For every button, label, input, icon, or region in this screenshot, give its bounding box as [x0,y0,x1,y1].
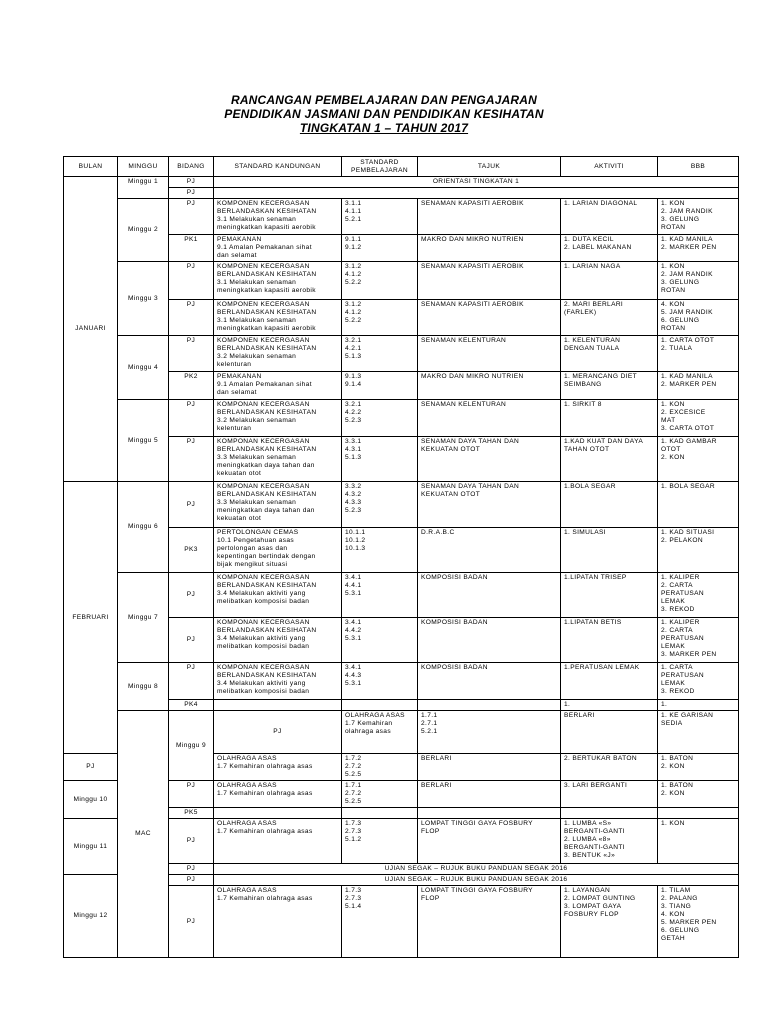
bbb-cell: 1. KAD MANILA 2. MARKER PEN [658,235,739,262]
sk-cell: KOMPONAN KECERGASAN BERLANDASKAN KESIHATAN 3.3 Melakukan senaman meningkatkan daya tahan dan kekuatan otot [214,482,342,528]
bbb-cell: 1. BOLA SEGAR [658,482,739,528]
bidang-cell: PJ [169,177,214,188]
sk-cell: KOMPONEN KECERGASAN BERLANDASKAN KESIHATAN 3.1 Melakukan senaman meningkatkan kapasiti aerobik [214,262,342,300]
week-cell: Minggu 6 [118,482,169,573]
sp-cell: 3.1.1 4.1.1 5.2.1 [342,199,418,235]
col-header: MINGGU [118,157,169,177]
sk-cell: KOMPONEN KECERGASAN BERLANDASKAN KESIHATAN 3.2 Melakukan senaman kelenturan [214,336,342,372]
sp-cell: 3.3.2 4.3.2 4.3.3 5.2.3 [342,482,418,528]
aktiviti-cell: 1. SIMULASI [561,528,658,573]
col-header: AKTIVITI [561,157,658,177]
bidang-cell: PJ [214,711,342,754]
sk-cell [214,808,342,819]
sk-cell: PERTOLONGAN CEMAS 10.1 Pengetahuan asas pertolongan asas dan kepentingan bertindak dengan bijak mengikut situasi [214,528,342,573]
sp-cell: 1.7.1 2.7.1 5.2.1 [418,711,561,754]
bbb-cell: 1. TILAM 2. PALANG 3. TIANG 4. KON 5. MARKER PEN 6. GELUNG GETAH [658,886,739,958]
note-cell: ORIENTASI TINGKATAN 1 [214,177,739,188]
col-header: BBB [658,157,739,177]
sp-cell: 10.1.1 10.1.2 10.1.3 [342,528,418,573]
sk-cell [214,700,342,711]
sk-cell: KOMPONAN KECERGASAN BERLANDASKAN KESIHATAN 3.3 Melakukan senaman meningkatkan daya tahan dan kekuatan otot [214,437,342,482]
note-cell: UJIAN SEGAK – RUJUK BUKU PANDUAN SEGAK 2016 [214,864,739,875]
bidang-cell: PJ [169,336,214,372]
sp-cell: 1.7.1 2.7.2 5.2.5 [342,781,418,808]
sp-cell: 3.1.2 4.1.2 5.2.2 [342,300,418,336]
bbb-cell [658,808,739,819]
week-cell: Minggu 1 [118,177,169,199]
sk-cell: KOMPONAN KECERGASAN BERLANDASKAN KESIHATAN 3.4 Melakukan aktiviti yang melibatkan komposisi badan [214,573,342,618]
sk-cell: OLAHRAGA ASAS 1.7 Kemahiran olahraga asas [214,819,342,864]
week-cell: Minggu 7 [118,573,169,663]
bidang-cell: PK1 [169,235,214,262]
sp-cell: 1.7.3 2.7.3 5.1.4 [342,886,418,958]
bbb-cell: 1. KON 2. JAM RANDIK 3. GELUNG ROTAN [658,199,739,235]
table-row [64,400,739,437]
sp-cell: 3.2.1 4.2.2 5.2.3 [342,400,418,437]
bidang-cell: PK2 [169,372,214,400]
month-cell: FEBRUARI [64,482,118,754]
table-row [64,177,739,188]
col-header: STANDARD PEMBELAJARAN [342,157,418,177]
aktiviti-cell: 2. MARI BERLARI (FARLEK) [561,300,658,336]
tajuk-cell [418,700,561,711]
doc-title-3: TINGKATAN 1 – TAHUN 2017 [299,121,469,135]
sp-cell: 3.4.1 4.4.2 5.3.1 [342,618,418,663]
sp-cell: 3.1.2 4.1.2 5.2.2 [342,262,418,300]
bbb-cell: 1. KALIPER 2. CARTA PERATUSAN LEMAK 3. REKOD [658,573,739,618]
week-cell: Minggu 2 [118,199,169,262]
month-cell: MAC [118,711,169,958]
tajuk-cell [418,808,561,819]
sp-cell: 9.1.1 9.1.2 [342,235,418,262]
bidang-cell: PJ [169,886,214,958]
table-row [64,711,739,754]
tajuk-cell: SENAMAN KELENTURAN [418,400,561,437]
bbb-cell: 1. CARTA OTOT 2. TUALA [658,336,739,372]
sp-cell: 3.4.1 4.4.1 5.3.1 [342,573,418,618]
aktiviti-cell: 1. SIRKIT 8 [561,400,658,437]
sp-cell: 3.2.1 4.2.1 5.1.3 [342,336,418,372]
tajuk-cell: KOMPOSISI BADAN [418,618,561,663]
sk-cell: KOMPONEN KECERGASAN BERLANDASKAN KESIHATAN 3.1 Melakukan senaman meningkatkan kapasiti aerobik [214,300,342,336]
bbb-cell: 1. BATON 2. KON [658,754,739,781]
sk-cell: PEMAKANAN 9.1 Amalan Pemakanan sihat dan selamat [214,235,342,262]
col-header: TAJUK [418,157,561,177]
sk-cell: OLAHRAGA ASAS 1.7 Kemahiran olahraga asas [214,754,342,781]
bbb-cell: 1. CARTA PERATUSAN LEMAK 3. REKOD [658,663,739,700]
aktiviti-cell: 2. BERTUKAR BATON [561,754,658,781]
sk-cell: KOMPONAN KECERGASAN BERLANDASKAN KESIHATAN 3.4 Melakukan aktiviti yang melibatkan komposisi badan [214,663,342,700]
bidang-cell: PJ [169,262,214,300]
week-cell: Minggu 10 [64,781,118,819]
sp-cell: 1.7.3 2.7.3 5.1.2 [342,819,418,864]
aktiviti-cell: 1. LARIAN DIAGONAL [561,199,658,235]
tajuk-cell: SENAMAN KAPASITI AEROBIK [418,199,561,235]
tajuk-cell: KOMPOSISI BADAN [418,663,561,700]
bbb-cell: 1. KAD GAMBAR OTOT 2. KON [658,437,739,482]
col-header: BULAN [64,157,118,177]
tajuk-cell: SENAMAN DAYA TAHAN DAN KEKUATAN OTOT [418,437,561,482]
aktiviti-cell: 1.LIPATAN TRISEP [561,573,658,618]
bbb-cell: 1. KALIPER 2. CARTA PERATUSAN LEMAK 3. MARKER PEN [658,618,739,663]
bidang-cell: PJ [169,482,214,528]
week-cell: Minggu 8 [118,663,169,711]
sk-cell: OLAHRAGA ASAS 1.7 Kemahiran olahraga asas [214,886,342,958]
bidang-cell: PJ [169,663,214,700]
col-header: STANDARD KANDUNGAN [214,157,342,177]
doc-title-1: RANCANGAN PEMBELAJARAN DAN PENGAJARAN [230,93,538,107]
sp-cell [342,808,418,819]
sp-cell [342,700,418,711]
tajuk-cell: MAKRO DAN MIKRO NUTRIEN [418,235,561,262]
sp-cell: 1.7.2 2.7.2 5.2.5 [342,754,418,781]
week-cell: Minggu 12 [64,875,118,958]
aktiviti-cell: 3. LARI BERGANTI [561,781,658,808]
tajuk-cell: LOMPAT TINGGI GAYA FOSBURY FLOP [418,819,561,864]
week-cell: Minggu 5 [118,400,169,482]
tajuk-cell: LOMPAT TINGGI GAYA FOSBURY FLOP [418,886,561,958]
doc-title-2: PENDIDIKAN JASMANI DAN PENDIDIKAN KESIHATAN [224,107,544,121]
bidang-cell: PJ [169,875,214,886]
aktiviti-cell: 1. [561,700,658,711]
sk-cell: KOMPONAN KECERGASAN BERLANDASKAN KESIHATAN 3.2 Melakukan senaman kelenturan [214,400,342,437]
tajuk-cell: MAKRO DAN MIKRO NUTRIEN [418,372,561,400]
bbb-cell: 1. BATON 2. KON [658,781,739,808]
aktiviti-cell: 1. KELENTURAN DENGAN TUALA [561,336,658,372]
table-row [64,482,739,528]
bidang-cell: PJ [169,437,214,482]
tajuk-cell: SENAMAN KAPASITI AEROBIK [418,300,561,336]
aktiviti-cell: 1. LARIAN NAGA [561,262,658,300]
bidang-cell: PJ [169,819,214,864]
table-row [64,199,739,235]
aktiviti-cell: 1. DUTA KECIL 2. LABEL MAKANAN [561,235,658,262]
tajuk-cell: KOMPOSISI BADAN [418,573,561,618]
aktiviti-cell: 1.LIPATAN BETIS [561,618,658,663]
note-cell: UJIAN SEGAK – RUJUK BUKU PANDUAN SEGAK 2016 [214,875,739,886]
bidang-cell: PJ [169,573,214,618]
tajuk-cell: D.R.A.B.C [418,528,561,573]
bbb-cell: 1. KON 2. EXCESICE MAT 3. CARTA OTOT [658,400,739,437]
bidang-cell: PJ [169,188,214,199]
bidang-cell: PJ [169,781,214,808]
tajuk-cell: BERLARI [561,711,658,754]
table-row [64,663,739,700]
aktiviti-cell: 1.KAD KUAT DAN DAYA TAHAN OTOT [561,437,658,482]
bbb-cell: 1. KON 2. JAM RANDIK 3. GELUNG ROTAN [658,262,739,300]
sp-cell: 3.3.1 4.3.1 5.1.3 [342,437,418,482]
bidang-cell: PJ [169,300,214,336]
bbb-cell: 1. [658,700,739,711]
table-row [64,336,739,372]
bbb-cell: 1. KAD SITUASI 2. PELAKON [658,528,739,573]
bidang-cell: PK5 [169,808,214,819]
empty-cell [214,188,739,199]
tajuk-cell: SENAMAN DAYA TAHAN DAN KEKUATAN OTOT [418,482,561,528]
aktiviti-cell: 1. KE GARISAN SEDIA [658,711,739,754]
header-row [64,157,739,177]
sp-cell: 9.1.3 9.1.4 [342,372,418,400]
table-row [64,262,739,300]
col-header: BIDANG [169,157,214,177]
aktiviti-cell: 1.BOLA SEGAR [561,482,658,528]
sp-cell: 3.4.1 4.4.3 5.3.1 [342,663,418,700]
aktiviti-cell: 1. MERANCANG DIET SEIMBANG [561,372,658,400]
week-cell: Minggu 9 [169,711,214,781]
aktiviti-cell [561,808,658,819]
tajuk-cell: BERLARI [418,781,561,808]
sk-cell: PEMAKANAN 9.1 Amalan Pemakanan sihat dan selamat [214,372,342,400]
sk-cell: KOMPONEN KECERGASAN BERLANDASKAN KESIHATAN 3.1 Melakukan senaman meningkatkan kapasiti aerobik [214,199,342,235]
bidang-cell: PK3 [169,528,214,573]
bidang-cell: PJ [169,618,214,663]
bidang-cell: PJ [169,864,214,875]
bbb-cell: 4. KON 5. JAM RANDIK 6. GELUNG ROTAN [658,300,739,336]
aktiviti-cell: 1. LAYANGAN 2. LOMPAT GUNTING 3. LOMPAT GAYA FOSBURY FLOP [561,886,658,958]
tajuk-cell: BERLARI [418,754,561,781]
sk-cell: OLAHRAGA ASAS 1.7 Kemahiran olahraga asas [214,781,342,808]
week-cell: Minggu 3 [118,262,169,336]
bbb-cell: 1. KAD MANILA 2. MARKER PEN [658,372,739,400]
tajuk-cell: SENAMAN KELENTURAN [418,336,561,372]
bidang-cell: PJ [64,754,118,781]
bidang-cell: PK4 [169,700,214,711]
lesson-plan-table [63,156,739,958]
bidang-cell: PJ [169,400,214,437]
table-row [64,573,739,618]
week-cell: Minggu 11 [64,819,118,875]
bbb-cell: 1. KON [658,819,739,864]
aktiviti-cell: 1. LUMBA «S» BERGANTI-GANTI 2. LUMBA «8» BERGANTI-GANTI 3. BENTUK «J» [561,819,658,864]
aktiviti-cell: 1.PERATUSAN LEMAK [561,663,658,700]
week-cell: Minggu 4 [118,336,169,400]
sk-cell: OLAHRAGA ASAS 1.7 Kemahiran olahraga asas [342,711,418,754]
sk-cell: KOMPONAN KECERGASAN BERLANDASKAN KESIHATAN 3.4 Melakukan aktiviti yang melibatkan komposisi badan [214,618,342,663]
bidang-cell: PJ [169,199,214,235]
month-cell: JANUARI [64,177,118,482]
tajuk-cell: SENAMAN KAPASITI AEROBIK [418,262,561,300]
